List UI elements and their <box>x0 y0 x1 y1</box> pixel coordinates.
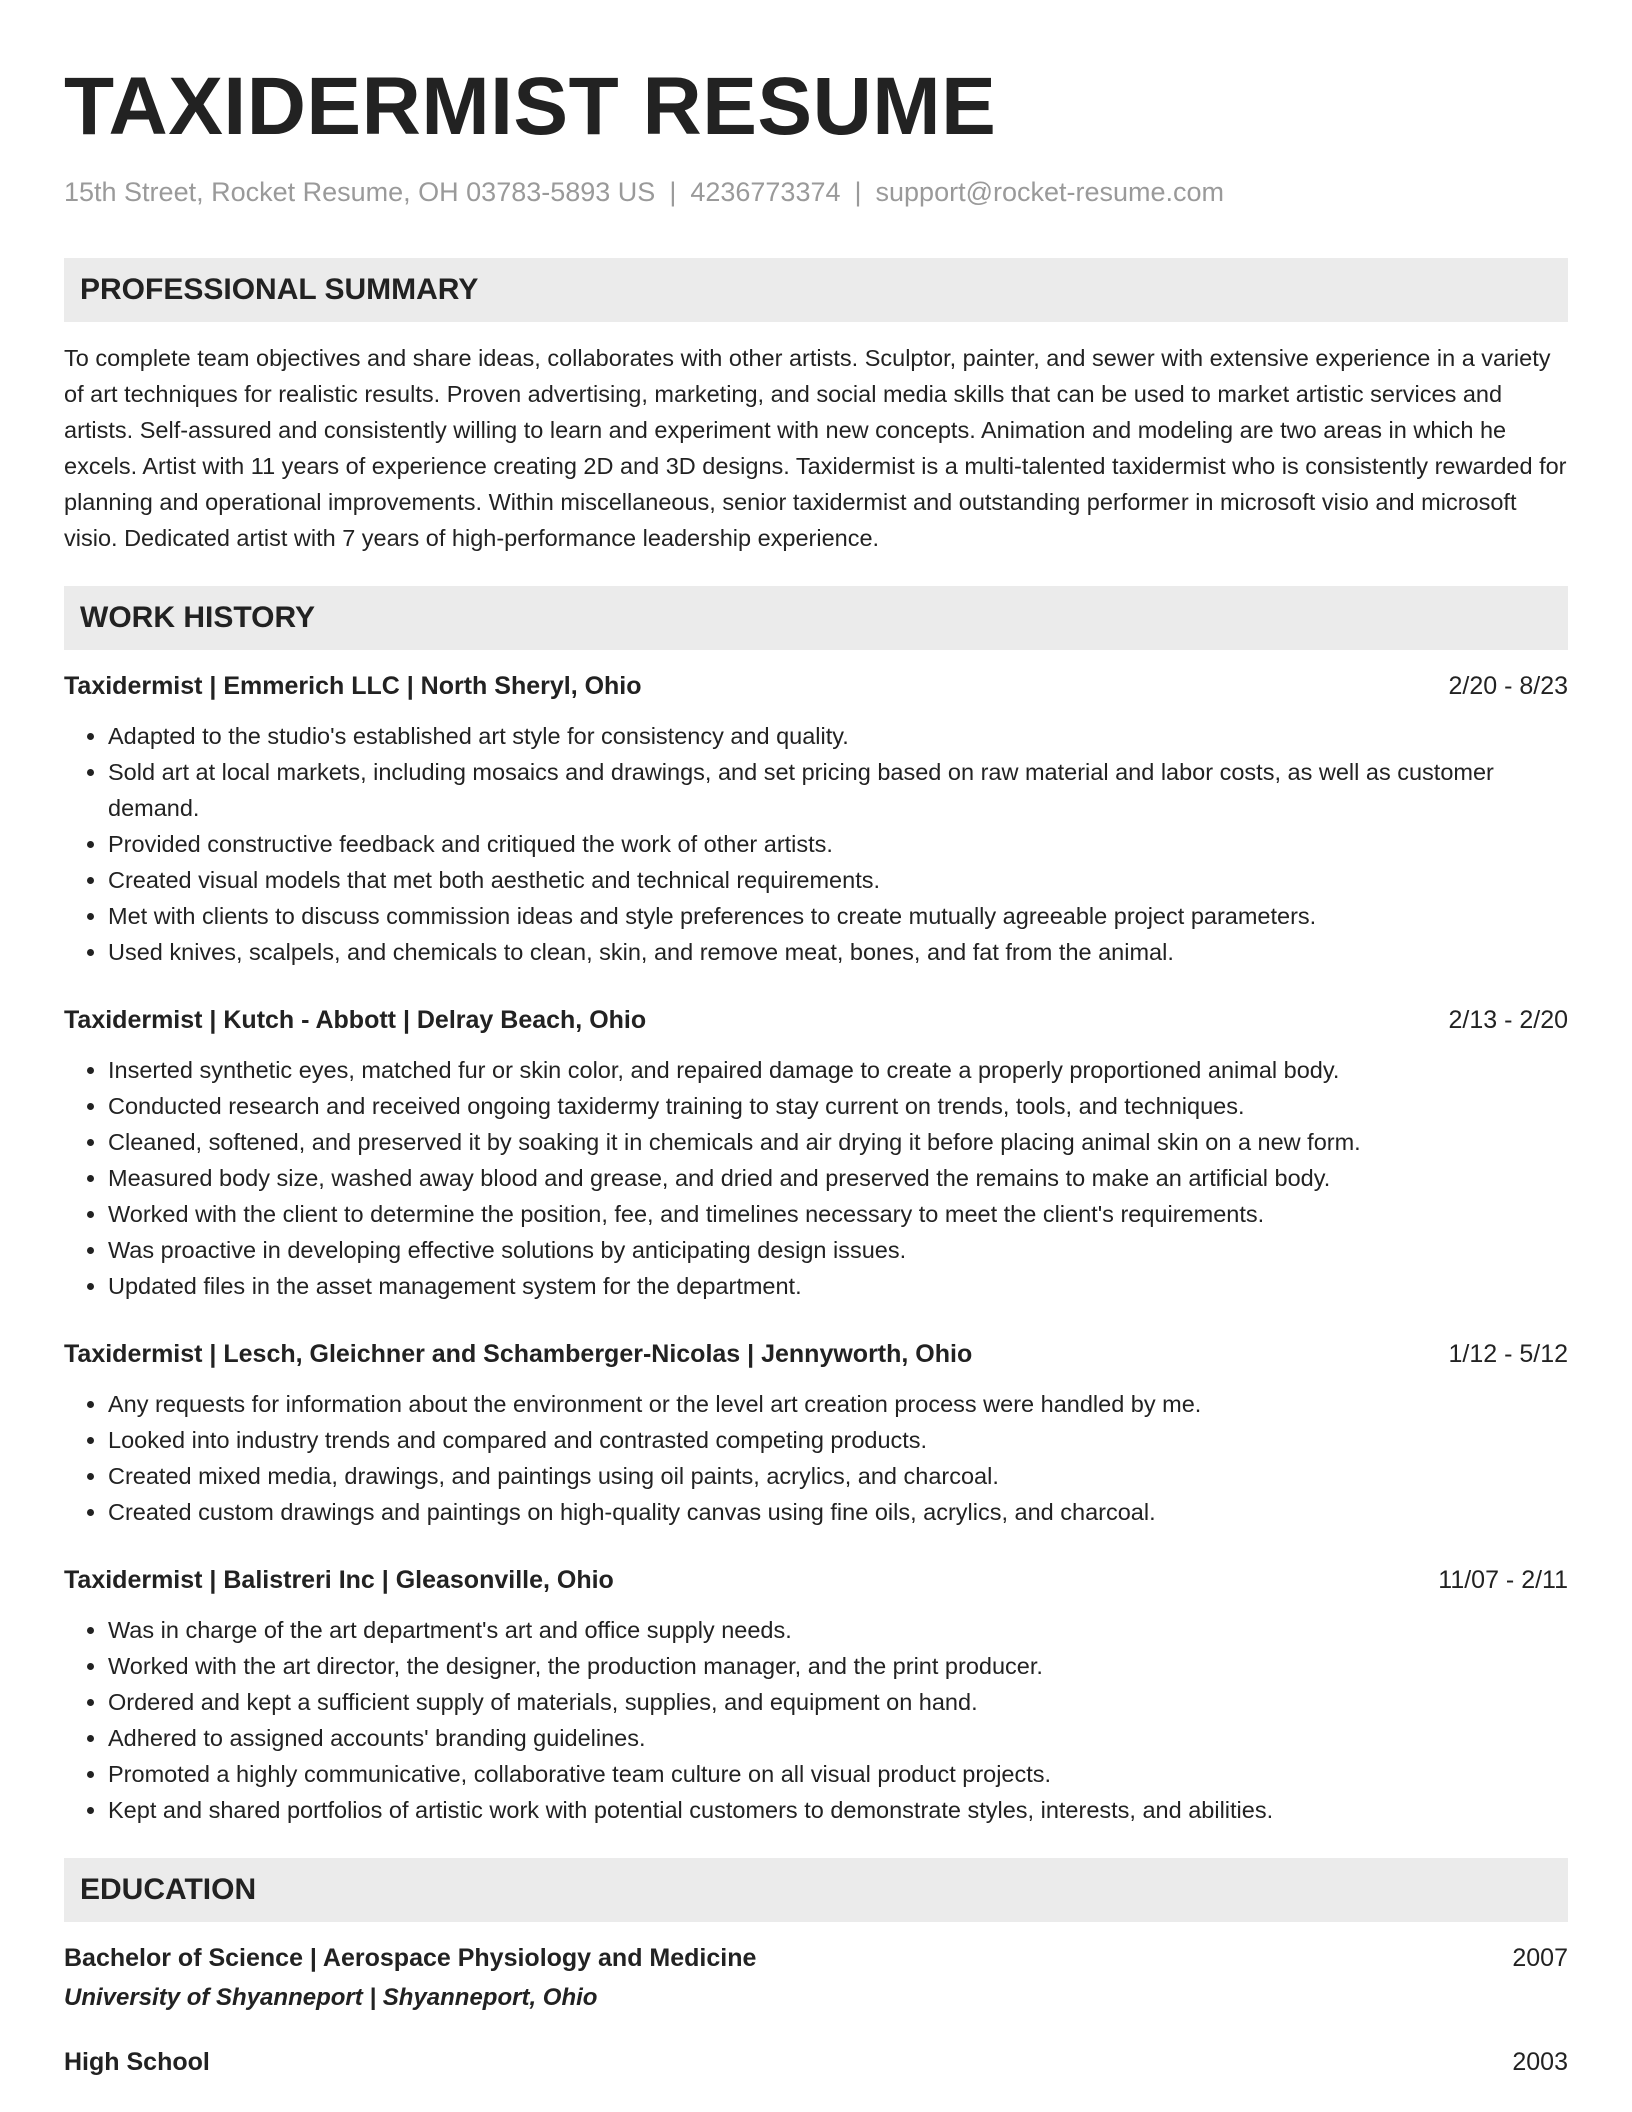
job-bullet: • Was in charge of the art department's art and office supply needs. <box>108 1612 1568 1648</box>
education-entry <box>64 1940 1568 2016</box>
job-dates: 2/20 - 8/23 <box>1448 672 1568 701</box>
job-bullet: • Sold art at local markets, including mosaics and drawings, and set pricing based on raw material and labor costs, as well as customer demand. <box>108 754 1568 826</box>
job-bullets <box>64 718 1568 970</box>
job-entry <box>64 1002 1568 1304</box>
education-year: 2007 <box>1512 1944 1568 1973</box>
job-dates: 11/07 - 2/11 <box>1438 1566 1568 1595</box>
job-bullets <box>64 1612 1568 1828</box>
job-bullet: • Used knives, scalpels, and chemicals to clean, skin, and remove meat, bones, and fat from the animal. <box>108 934 1568 970</box>
job-entry <box>64 668 1568 970</box>
contact-line <box>64 176 1568 208</box>
job-bullet: • Ordered and kept a sufficient supply of materials, supplies, and equipment on hand. <box>108 1684 1568 1720</box>
job-bullet: • Inserted synthetic eyes, matched fur or skin color, and repaired damage to create a properly proportioned animal body. <box>108 1052 1568 1088</box>
job-entry <box>64 1336 1568 1530</box>
section-header-summary: PROFESSIONAL SUMMARY <box>64 258 1568 322</box>
resume-title: TAXIDERMIST RESUME <box>64 61 997 152</box>
job-bullet: • Created custom drawings and paintings on high-quality canvas using fine oils, acrylics, and charcoal. <box>108 1494 1568 1530</box>
job-dates: 2/13 - 2/20 <box>1448 1006 1568 1035</box>
job-bullet: • Adhered to assigned accounts' branding guidelines. <box>108 1720 1568 1756</box>
summary-text: To complete team objectives and share ideas, collaborates with other artists. Sculptor, painter, and sewer with extensive experience in a variety of art techniques for realistic results. Proven advertising, marketing, and social media skills that can be used to market artistic services and artists. Self-assured and consistently willing to learn and experiment with new concepts. Animation and modeling are two areas in which he excels. Artist with 11 years of experience creating 2D and 3D designs. Taxidermist is a multi-talented taxidermist who is consistently rewarded for planning and operational improvements. Within miscellaneous, senior taxidermist and outstanding performer in microsoft visio and microsoft visio. Dedicated artist with 7 years of high-performance leadership experience. <box>64 345 1567 552</box>
job-bullet: • Cleaned, softened, and preserved it by soaking it in chemicals and air drying it before placing animal skin on a new form. <box>108 1124 1568 1160</box>
job-bullet: • Promoted a highly communicative, collaborative team culture on all visual product projects. <box>108 1756 1568 1792</box>
job-entry <box>64 1562 1568 1828</box>
section-header-work-history: WORK HISTORY <box>64 586 1568 650</box>
job-bullets <box>64 1386 1568 1530</box>
job-title: Taxidermist | Kutch - Abbott | Delray Beach, Ohio <box>64 1006 647 1035</box>
contact-separator: | <box>854 177 862 207</box>
job-bullet: • Worked with the art director, the designer, the production manager, and the print producer. <box>108 1648 1568 1684</box>
job-bullet: • Worked with the client to determine the position, fee, and timelines necessary to meet the client's requirements. <box>108 1196 1568 1232</box>
job-bullet: • Kept and shared portfolios of artistic work with potential customers to demonstrate styles, interests, and abilities. <box>108 1792 1568 1828</box>
job-bullets <box>64 1052 1568 1304</box>
job-bullet: • Met with clients to discuss commission ideas and style preferences to create mutually agreeable project parameters. <box>108 898 1568 934</box>
contact-phone: 4236773374 <box>690 177 841 207</box>
contact-separator: | <box>669 177 677 207</box>
job-bullet: • Conducted research and received ongoing taxidermy training to stay current on trends, tools, and techniques. <box>108 1088 1568 1124</box>
education-degree: Bachelor of Science | Aerospace Physiology and Medicine <box>64 1944 757 1973</box>
job-bullet: • Provided constructive feedback and critiqued the work of other artists. <box>108 826 1568 862</box>
job-bullet: • Looked into industry trends and compared and contrasted competing products. <box>108 1422 1568 1458</box>
job-bullet: • Measured body size, washed away blood and grease, and dried and preserved the remains to make an artificial body. <box>108 1160 1568 1196</box>
job-bullet: • Updated files in the asset management system for the department. <box>108 1268 1568 1304</box>
education-year: 2003 <box>1512 2048 1568 2077</box>
job-dates: 1/12 - 5/12 <box>1448 1340 1568 1369</box>
section-header-education: EDUCATION <box>64 1858 1568 1922</box>
job-bullet: • Was proactive in developing effective solutions by anticipating design issues. <box>108 1232 1568 1268</box>
contact-email[interactable]: support@rocket-resume.com <box>875 177 1225 207</box>
education-school: University of Shyanneport | Shyanneport, Ohio <box>64 1984 598 2012</box>
job-bullet: • Created mixed media, drawings, and paintings using oil paints, acrylics, and charcoal. <box>108 1458 1568 1494</box>
job-bullet: • Any requests for information about the environment or the level art creation process were handled by me. <box>108 1386 1568 1422</box>
job-title: Taxidermist | Lesch, Gleichner and Schamberger-Nicolas | Jennyworth, Ohio <box>64 1340 973 1369</box>
education-degree: High School <box>64 2048 210 2077</box>
job-bullet: • Created visual models that met both aesthetic and technical requirements. <box>108 862 1568 898</box>
job-title: Taxidermist | Emmerich LLC | North Sheryl, Ohio <box>64 672 642 701</box>
job-bullet: • Adapted to the studio's established art style for consistency and quality. <box>108 718 1568 754</box>
education-entry <box>64 2044 1568 2080</box>
contact-address: 15th Street, Rocket Resume, OH 03783-5893 US <box>64 177 656 207</box>
job-title: Taxidermist | Balistreri Inc | Gleasonville, Ohio <box>64 1566 614 1595</box>
